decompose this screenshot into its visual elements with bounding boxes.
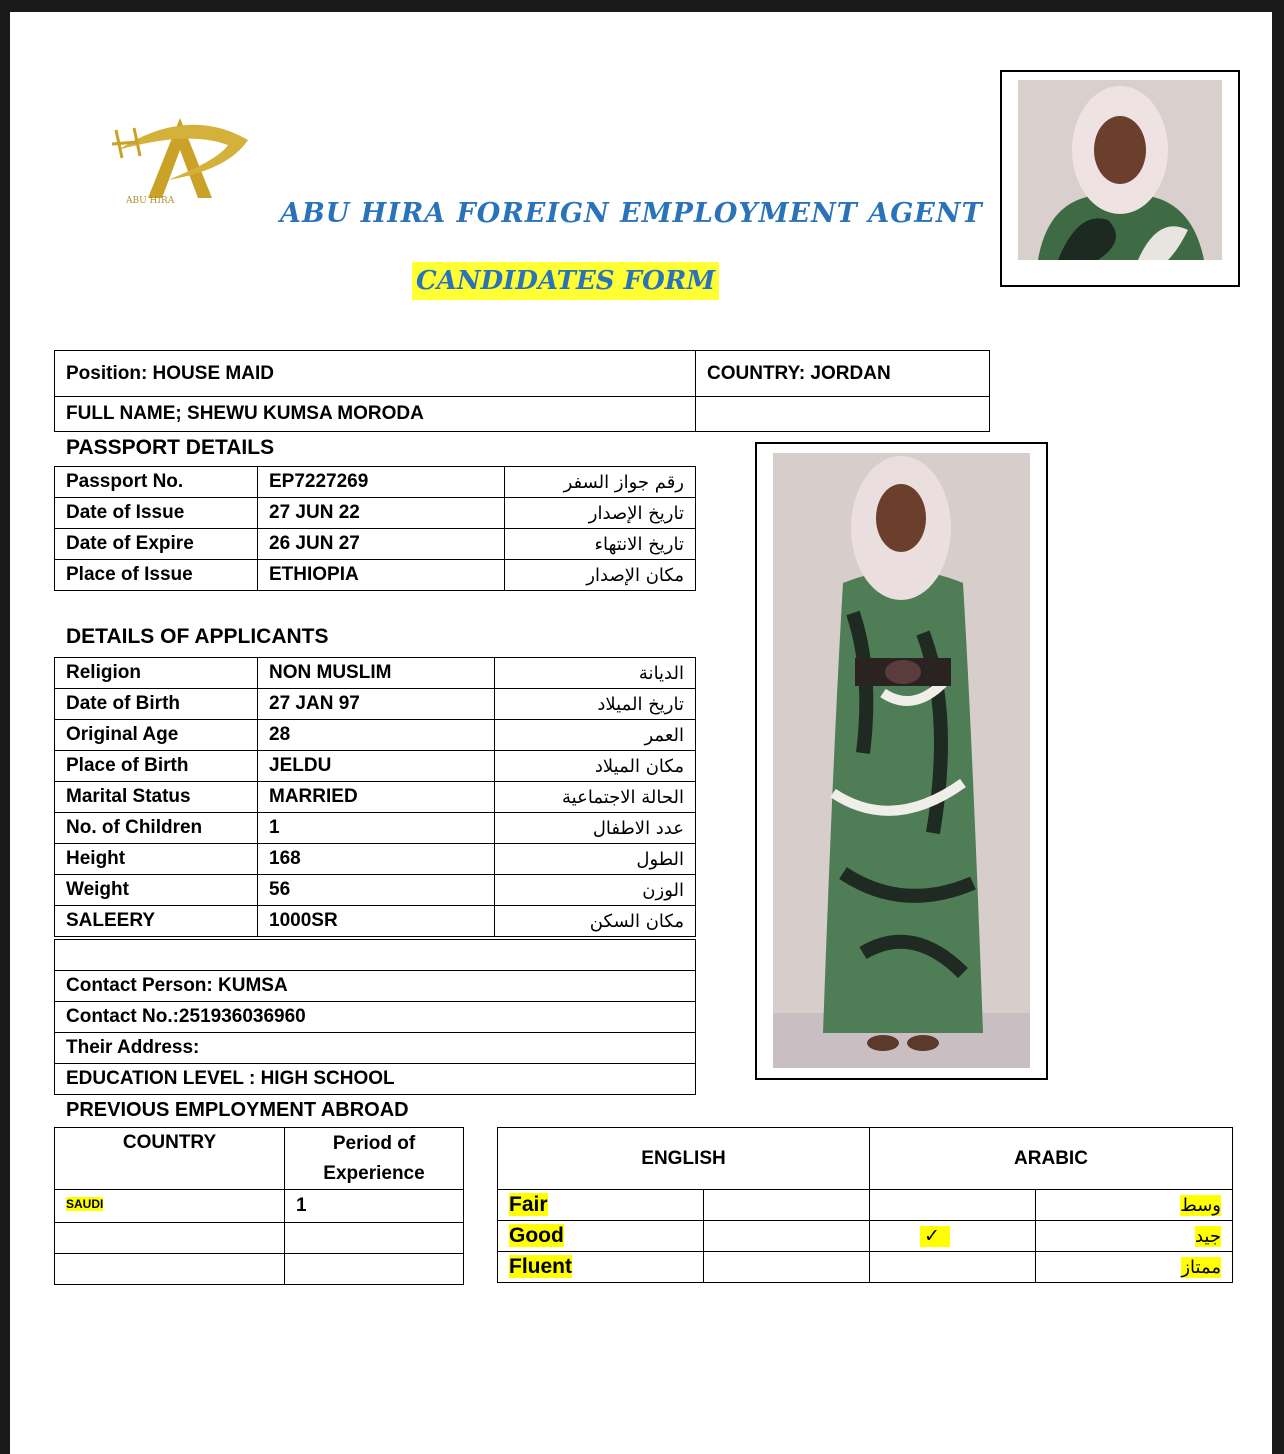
english-level-cell	[498, 1190, 704, 1221]
empty-cell	[55, 1254, 285, 1285]
full-body-photo	[773, 453, 1030, 1068]
passport-value: ETHIOPIA	[258, 560, 505, 591]
applicant-arabic: الديانة	[495, 658, 696, 689]
applicant-value: 56	[258, 875, 495, 906]
form-title: CANDIDATES FORM	[412, 262, 719, 300]
applicant-value: 27 JAN 97	[258, 689, 495, 720]
svg-text:ABU HIRA: ABU HIRA	[126, 196, 175, 206]
passport-label: Passport No.	[55, 467, 258, 498]
agency-logo	[108, 110, 258, 210]
empty-cell	[285, 1223, 464, 1254]
arabic-mark-cell	[870, 1252, 1036, 1283]
full-body-photo-frame	[755, 442, 1048, 1080]
employment-period-cell: 1	[285, 1190, 464, 1223]
agency-name: ABU HIRA FOREIGN EMPLOYMENT AGENT	[280, 198, 983, 229]
applicant-heading: DETAILS OF APPLICANTS	[66, 625, 329, 648]
applicant-label: Marital Status	[55, 782, 258, 813]
language-table	[497, 1127, 1233, 1283]
applicant-value: 28	[258, 720, 495, 751]
passport-table	[54, 466, 696, 591]
arabic-level-label: وسط	[1180, 1194, 1221, 1216]
contact-address: Their Address:	[55, 1033, 696, 1064]
candidate-form-page	[10, 12, 1272, 1454]
contact-number: Contact No.:251936036960	[55, 1002, 696, 1033]
employment-table	[54, 1127, 464, 1285]
passport-label: Date of Issue	[55, 498, 258, 529]
arabic-level-label: ممتاز	[1181, 1256, 1221, 1278]
arabic-mark-cell	[870, 1221, 1036, 1252]
contact-person: Contact Person: KUMSA	[55, 971, 696, 1002]
applicant-label: Weight	[55, 875, 258, 906]
applicant-value: 1	[258, 813, 495, 844]
arabic-header: ARABIC	[870, 1128, 1233, 1190]
english-level-label: Fluent	[509, 1255, 572, 1278]
applicant-arabic: مكان السكن	[495, 906, 696, 937]
english-level-cell	[498, 1221, 704, 1252]
english-header: ENGLISH	[498, 1128, 870, 1190]
applicant-value: MARRIED	[258, 782, 495, 813]
empty-cell	[55, 1223, 285, 1254]
passport-value: 27 JUN 22	[258, 498, 505, 529]
passport-arabic: تاريخ الانتهاء	[505, 529, 696, 560]
applicant-table	[54, 657, 696, 937]
applicant-label: Place of Birth	[55, 751, 258, 782]
english-level-cell	[498, 1252, 704, 1283]
arabic-level-cell	[1036, 1190, 1233, 1221]
country-cell: COUNTRY: JORDAN	[696, 351, 990, 397]
empty-cell	[696, 397, 990, 432]
full-name-cell: FULL NAME; SHEWU KUMSA MORODA	[55, 397, 696, 432]
passport-photo	[1018, 80, 1222, 260]
english-mark-cell	[704, 1252, 870, 1283]
blank-row	[55, 940, 696, 971]
english-level-label: Fair	[509, 1193, 548, 1216]
applicant-arabic: تاريخ الميلاد	[495, 689, 696, 720]
applicant-value: 1000SR	[258, 906, 495, 937]
employment-heading: PREVIOUS EMPLOYMENT ABROAD	[66, 1099, 409, 1121]
applicant-arabic: العمر	[495, 720, 696, 751]
check-mark-icon: ✓	[920, 1226, 950, 1247]
arabic-level-label: جيد	[1194, 1225, 1221, 1247]
education-level: EDUCATION LEVEL : HIGH SCHOOL	[55, 1064, 696, 1095]
employment-country-header: COUNTRY	[55, 1128, 285, 1190]
arabic-level-cell	[1036, 1221, 1233, 1252]
applicant-label: Religion	[55, 658, 258, 689]
applicant-label: Date of Birth	[55, 689, 258, 720]
applicant-arabic: الوزن	[495, 875, 696, 906]
passport-label: Date of Expire	[55, 529, 258, 560]
position-table	[54, 350, 990, 432]
applicant-label: SALEERY	[55, 906, 258, 937]
passport-arabic: رقم جواز السفر	[505, 467, 696, 498]
applicant-value: JELDU	[258, 751, 495, 782]
passport-label: Place of Issue	[55, 560, 258, 591]
passport-value: 26 JUN 27	[258, 529, 505, 560]
employment-country-cell	[55, 1190, 285, 1223]
applicant-arabic: الحالة الاجتماعية	[495, 782, 696, 813]
empty-cell	[285, 1254, 464, 1285]
position-cell: Position: HOUSE MAID	[55, 351, 696, 397]
applicant-label: Original Age	[55, 720, 258, 751]
english-mark-cell	[704, 1221, 870, 1252]
arabic-mark-cell	[870, 1190, 1036, 1221]
english-mark-cell	[704, 1190, 870, 1221]
applicant-value: 168	[258, 844, 495, 875]
passport-arabic: مكان الإصدار	[505, 560, 696, 591]
english-level-label: Good	[509, 1224, 564, 1247]
passport-photo-frame	[1000, 70, 1240, 287]
arabic-level-cell	[1036, 1252, 1233, 1283]
applicant-arabic: الطول	[495, 844, 696, 875]
passport-value: EP7227269	[258, 467, 505, 498]
applicant-arabic: مكان الميلاد	[495, 751, 696, 782]
employment-country-value: SAUDI	[66, 1197, 104, 1211]
employment-period-header: Period of Experience	[285, 1128, 464, 1190]
passport-arabic: تاريخ الإصدار	[505, 498, 696, 529]
applicant-arabic: عدد الاطفال	[495, 813, 696, 844]
applicant-label: No. of Children	[55, 813, 258, 844]
passport-heading: PASSPORT DETAILS	[66, 436, 275, 459]
applicant-value: NON MUSLIM	[258, 658, 495, 689]
applicant-label: Height	[55, 844, 258, 875]
contact-table	[54, 939, 696, 1095]
